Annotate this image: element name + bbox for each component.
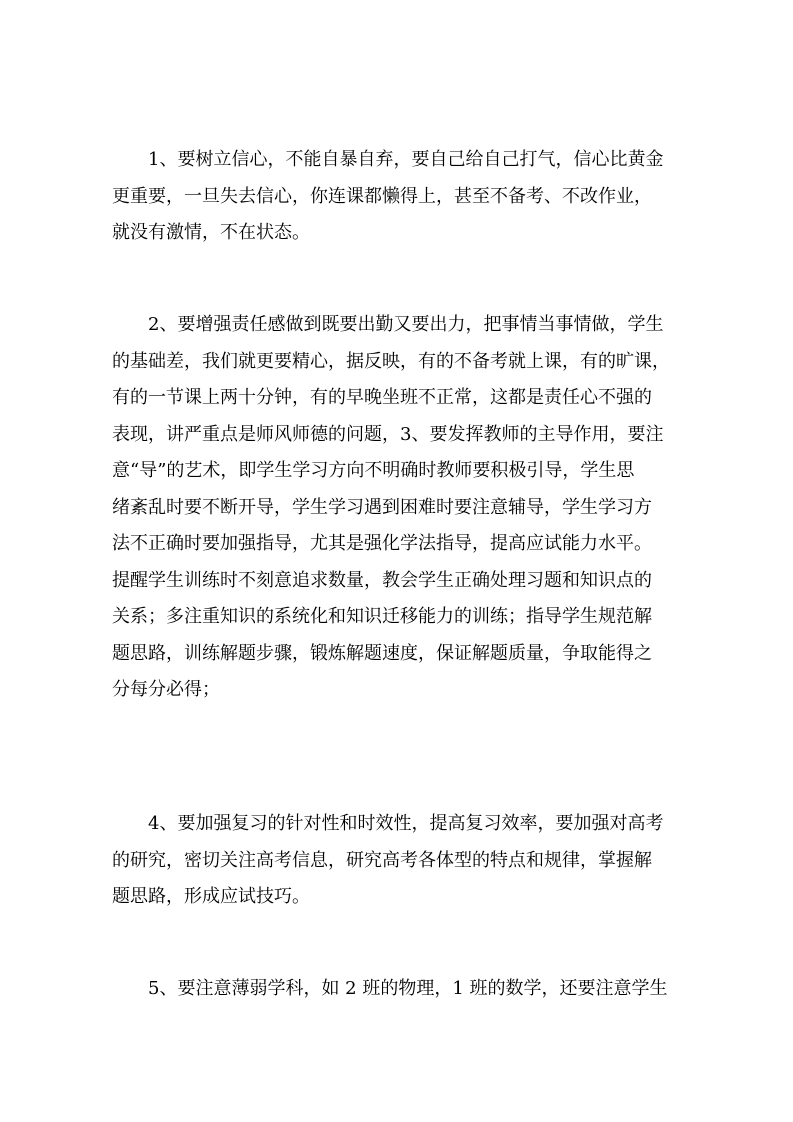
paragraph-line: 题思路，训练解题步骤，锻炼解题速度，保证解题质量，争取能得之 (112, 642, 652, 664)
paragraph-line: 2、要增强责任感做到既要出勤又要出力，把事情当事情做，学生 (148, 314, 664, 335)
paragraph-line: 表现，讲严重点是师风师德的问题，3、要发挥教师的主导作用，要注 (112, 423, 664, 445)
paragraph-1 (112, 142, 682, 252)
paragraph-line: 有的一节课上两十分钟，有的早晚坐班不正常，这都是责任心不强的 (112, 387, 652, 408)
paragraph-2 (112, 307, 682, 709)
paragraph-3 (112, 806, 682, 916)
paragraph-line: 4、要加强复习的针对性和时效性，提高复习效率，要加强对高考 (148, 813, 664, 834)
paragraph-line: 1、要树立信心，不能自暴自弃，要自己给自己打气，信心比黄金 (148, 149, 664, 170)
paragraph-line: 绪紊乱时要不断开导，学生学习遇到困难时要注意辅导，学生学习方 (112, 496, 652, 518)
paragraph-line: 关系；多注重知识的系统化和知识迁移能力的训练；指导学生规范解 (112, 606, 652, 627)
paragraph-line: 更重要，一旦失去信心，你连课都懒得上，甚至不备考、不改作业， (112, 185, 652, 207)
paragraph-line: 分每分必得； (112, 679, 220, 700)
paragraph-line: 的研究，密切关注高考信息，研究高考各体型的特点和规律，掌握解 (112, 849, 652, 871)
paragraph-line: 法不正确时要加强指导，尤其是强化学法指导，提高应试能力水平。 (112, 533, 652, 554)
paragraph-line: 的基础差，我们就更要精心，据反映，有的不备考就上课，有的旷课， (112, 350, 670, 372)
paragraph-line: 提醒学生训练时不刻意追求数量，教会学生正确处理习题和知识点的 (112, 569, 652, 591)
paragraph-line: 5、要注意薄弱学科，如 2 班的物理，1 班的数学，还要注意学生 (148, 978, 668, 999)
paragraph-4 (112, 971, 682, 1008)
paragraph-line: 意“导”的艺术，即学生学习方向不明确时教师要积极引导，学生思 (112, 460, 635, 481)
paragraph-line: 就没有激情，不在状态。 (112, 222, 310, 243)
paragraph-line: 题思路，形成应试技巧。 (112, 886, 310, 907)
